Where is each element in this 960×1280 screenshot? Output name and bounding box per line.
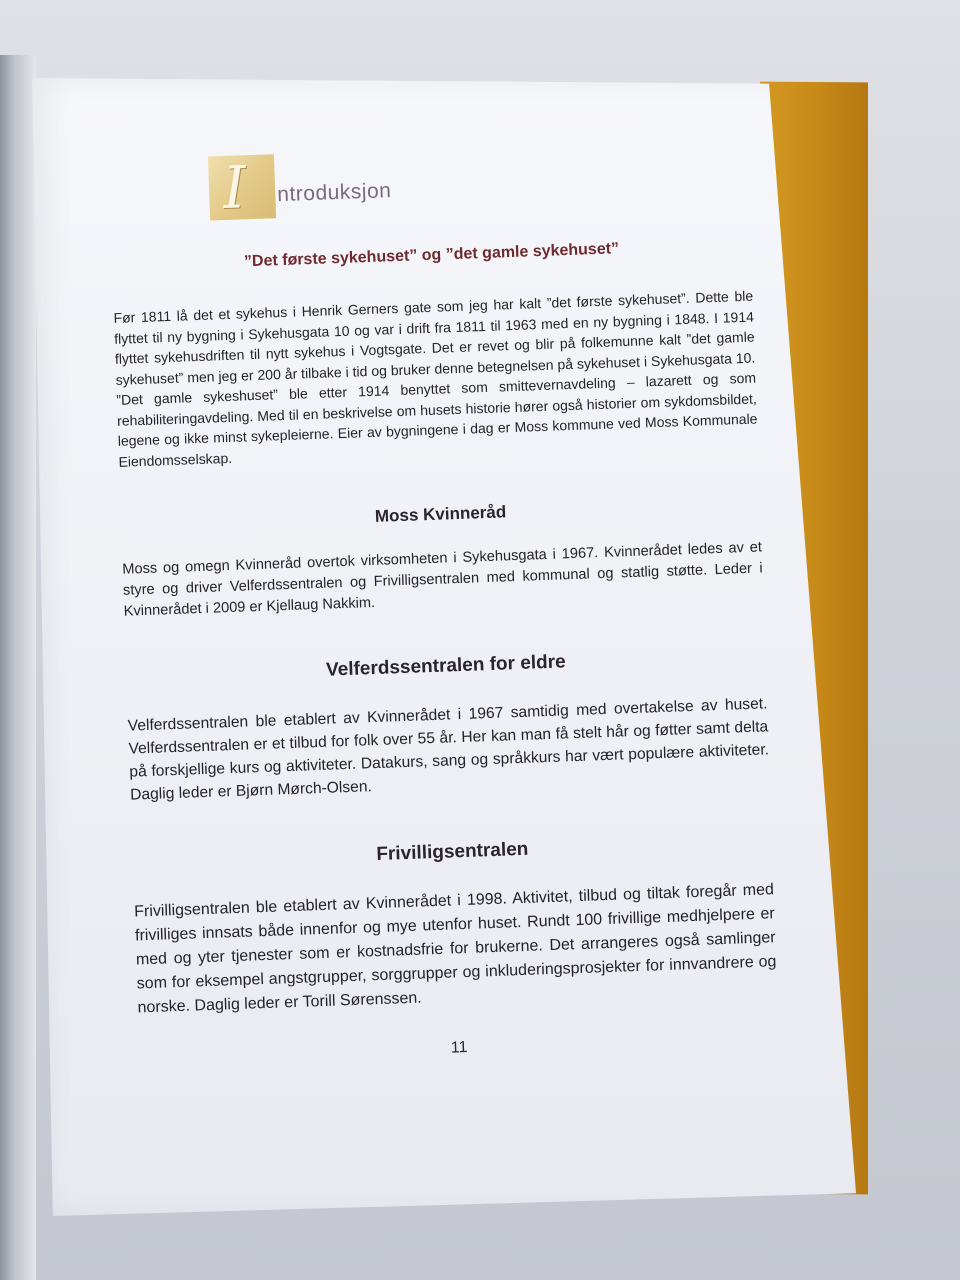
- section-paragraph: Før 1811 lå det et sykehus i Henrik Gerners gate som jeg har kalt ”det første sykehuset”. Dette ble flyttet til ny bygning i Sykehusgata 10 og var i drift fra 1811 til 1963 med en ny bygning i 1848. I 1914 flyttet sykehusdriften til nytt sykehus i Vogtsgate. Det er revet og blir på folkemunne kalt ”det gamle sykehuset” men jeg er 200 år tilbake i tid og bruker denne betegnelsen på sykehuset i Sykehusgata 10. ”Det gamle sykeshuset” ble etter 1914 benyttet som smittevernavdeling – lazarett og som rehabiliteringavdeling. Med til en beskrivelse om husets historie hører også historier om sykdomsbildet, legene og ikke minst sykepleierne. Eier av bygningene i dag er Moss kommune ved Moss Kommunale Eiendomsselskap.: [113, 287, 758, 470]
- decorative-initial-box: [208, 154, 276, 220]
- chapter-heading-text: ntroduksjon: [276, 179, 392, 207]
- section-title: Velferdssentralen for eldre: [325, 651, 567, 681]
- section-title: ”Det første sykehuset” og ”det gamle sykehuset”: [243, 240, 620, 271]
- decorative-initial-letter: I: [221, 153, 248, 222]
- left-page-edge: [0, 55, 36, 1280]
- section-title: Frivilligsentralen: [376, 838, 529, 866]
- page-content: [108, 138, 779, 1069]
- section-paragraph: Frivilligsentralen ble etablert av Kvinnerådet i 1998. Aktivitet, tilbud og tiltak foregår med frivilliges innsats både innenfor og mye utenfor huset. Rundt 100 frivillige medhjelpere er med og yter tjenester som er kostnadsfrie for brukerne. Det arrangeres også samlinger som for eksempel angstgrupper, sorggrupper og inkluderingsprosjekter for innvandrere og norske. Daglig leder er Torill Sørenssen.: [133, 881, 777, 1017]
- section-paragraph: Moss og omegn Kvinneråd overtok virksomheten i Sykehusgata i 1967. Kvinnerådet ledes av et styre og driver Velferdssentralen og Frivilligsentralen med kommunal og statlig støtte. Leder i Kvinnerådet i 2009 er Kjellaug Nakkim.: [122, 539, 763, 620]
- section-title: Moss Kvinneråd: [374, 502, 507, 526]
- page-number: 11: [450, 1038, 468, 1057]
- section-paragraph: Velferdssentralen ble etablert av Kvinnerådet i 1967 samtidig med overtakelse av huset. Velferdssentralen er et tilbud for folk over 55 år. Her kan man få stelt hår og føtter samt delta på forskjellige kurs og aktiviteter. Datakurs, sang og språkkurs har vært populære aktiviteter. Daglig leder er Bjørn Mørch-Olsen.: [127, 695, 770, 804]
